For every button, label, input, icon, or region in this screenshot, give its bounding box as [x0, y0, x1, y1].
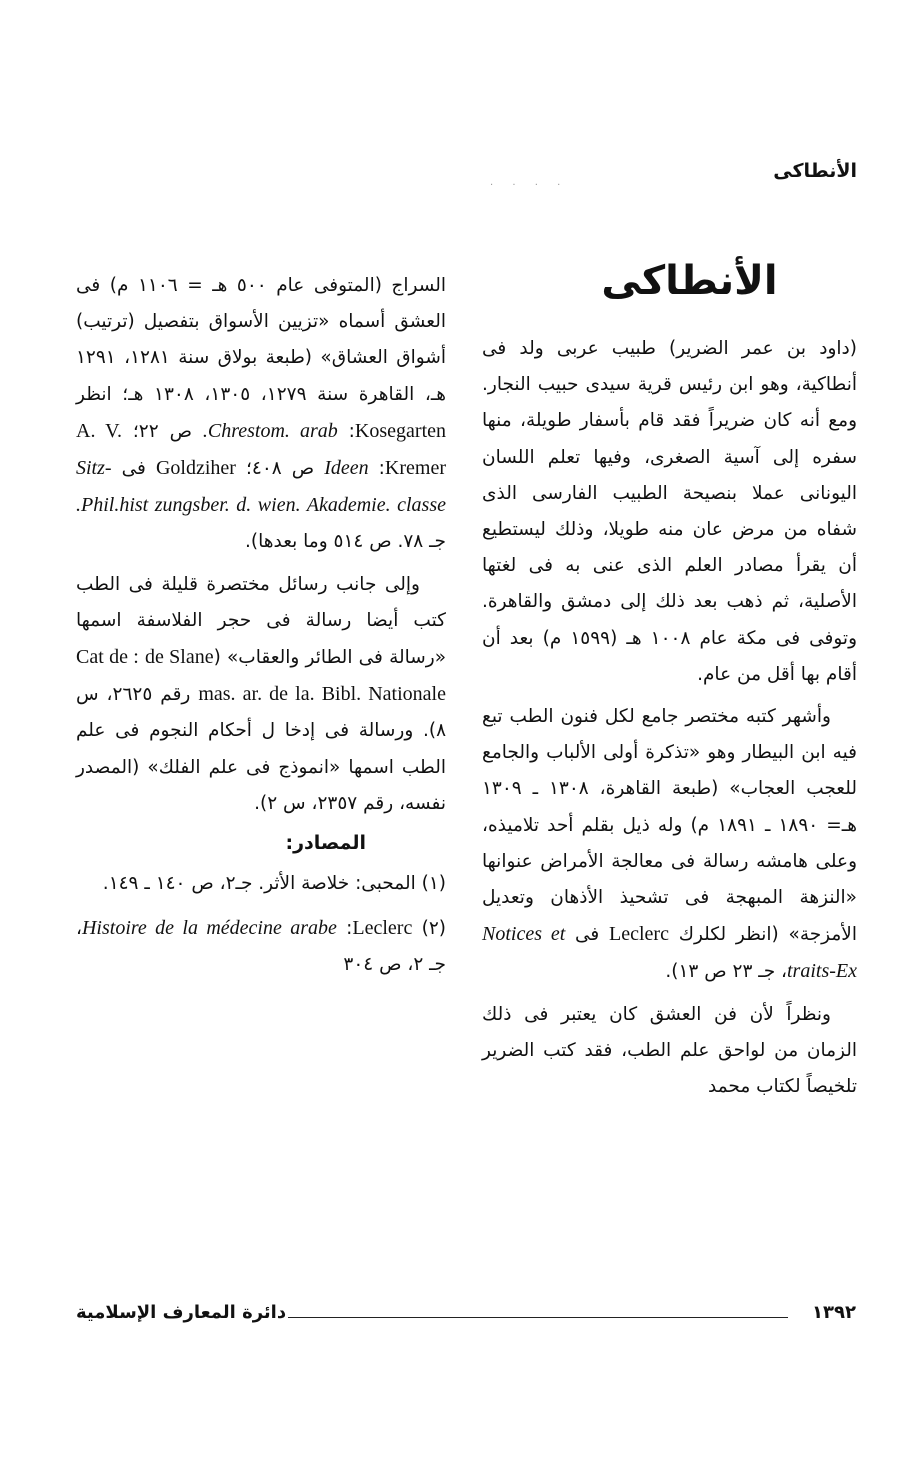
- footer-rule: [288, 1317, 788, 1318]
- treatises-text-b: رقم ٢٦٢٥، س ٨). ورسالة فى إدخا ل أحكام النجوم فى علم الطب اسمها «انموذج فى علم الفلك» (المصدر نفسه، رقم ٢٣٥٧، س ٢).: [76, 684, 446, 814]
- source-text-1: المحبى: خلاصة الأثر. جـ٢، ص ١٤٠ ـ ١٤٩.: [102, 873, 416, 895]
- page-number: ١٣٩٢: [812, 1302, 856, 1323]
- latin-sitzungsber: Sitz-Phil.hist zungsber. d. wien. Akademie. classe.: [76, 457, 446, 517]
- left-column: [76, 268, 446, 992]
- source-text-2: ، جـ ٢، ص ٣٠٤: [76, 918, 446, 976]
- right-column: [482, 255, 857, 1111]
- latin-slane: de Slane: [144, 646, 214, 669]
- latin-goldziher: Goldziher: [155, 457, 236, 480]
- ref-before: (انظر لكلرك: [678, 924, 779, 946]
- paragraph-sarraj: السراج (المتوفى عام ٥٠٠ هـ = ١١٠٦ م) فى العشق أسماه «تزيين الأسواق بتفصيل (ترتيب) أشواق العشاق» (طبعة بولاق سنة ١٢٨١، ١٢٩١ هـ، القاهرة سنة ١٢٧٩، ١٣٠٥، ١٣٠٨ هـ؛ انظر Kosegarten: Chrestom. arab. ص ٢٢؛ A. V. Kremer: Ideen ص ٤٠٨؛ Goldziher فى Sitz-Phil.hist zungsber. d. wien. Akademie. classe. جـ ٧٨. ص ٥١٤ وما بعدها).: [76, 275, 447, 553]
- source-latin-leclerc: Leclerc: [352, 917, 413, 940]
- sources-heading: المصادر:: [285, 832, 366, 855]
- sarraj-text-a: السراج (المتوفى عام ٥٠٠ هـ = ١١٠٦ م) فى العشق أسماه «تزيين الأسواق بتفصيل (ترتيب) أشواق العشاق» (طبعة بولاق سنة ١٢٨١، ١٢٩١ هـ، القاهرة سنة ١٢٧٩، ١٣٠٥، ١٣٠٨ هـ؛ انظر: [76, 275, 447, 405]
- source-item-2: (٢) Leclerc: Histoire de la médecine arabe، جـ ٢، ص ٣٠٤: [76, 917, 446, 976]
- latin-catalogue: : Cat de mas. ar. de la. Bibl. Nationale: [76, 646, 446, 706]
- ref-latin-leclerc: Leclerc: [609, 923, 669, 946]
- source-num-2: (٢): [421, 918, 446, 940]
- running-head: الأنطاكى: [773, 160, 857, 182]
- sarraj-text-c: ص ٤٠٨؛: [246, 458, 315, 480]
- sarraj-text-d: فى: [121, 458, 146, 480]
- page-footer: [76, 1302, 856, 1332]
- paragraph-love: ونظراً لأن فن العشق كان يعتبر فى ذلك الزمان من لواحق علم الطب، فقد كتب الضرير تلخيصاً لكتاب محمد: [482, 1003, 857, 1098]
- source-num-1: (١): [421, 873, 446, 895]
- paragraph-treatises: [76, 567, 446, 822]
- latin-kosegarten: Kosegarten: [354, 419, 446, 442]
- latin-chrestom: Chrestom. arab.: [202, 419, 338, 442]
- ref-after: ، جـ ٢٣ ص ١٣).: [665, 961, 787, 983]
- latin-ideen: Ideen: [324, 457, 369, 480]
- paragraph-intro: (داود بن عمر الضرير) طبيب عربى ولد فى أنطاكية، وهو ابن رئيس قرية سيدى حبيب النجار. ومع أنه كان ضريراً فقد قام بأسفار طويلة، منها سفره إلى آسية الصغرى، وفيها تعلم اللسان اليونانى عملا بنصيحة الطبيب الفارسى الذى شفاه من مرض عان منه طويلا، وذلك ليستطيع أن يقرأ مصادر العلم الذى عنى به فى لغتها الأصلية، ثم ذهب بعد ذلك إلى دمشق والقاهرة. وتوفى فى مكة عام ١٠٠٨ هـ (١٥٩٩ م) بعد أن أقام بها أقل من عام.: [482, 338, 857, 685]
- scan-specks: · · · ·: [490, 180, 569, 191]
- publication-name: دائرة المعارف الإسلامية: [76, 1302, 287, 1323]
- paragraph-works: [482, 699, 857, 991]
- ref-latin-traits: traits: [786, 960, 830, 983]
- treatises-text-a: وإلى جانب رسائل مختصرة قليلة فى الطب كتب أيضا رسالة فى حجر الفلاسفة اسمها «رسالة فى الطائر والعقاب» (: [76, 573, 447, 669]
- source-latin-histoire: Histoire de la médecine arabe: [81, 917, 337, 940]
- sarraj-text-e: جـ ٧٨. ص ٥١٤ وما بعدها).: [245, 531, 446, 553]
- ref-mid: فى: [575, 924, 600, 946]
- source-item-1: [76, 866, 446, 902]
- article-title: الأنطاكى: [601, 258, 778, 304]
- sarraj-text-b: ص ٢٢؛: [132, 420, 192, 442]
- ref-latin-notices: Notices et Ex-: [482, 923, 857, 983]
- paragraph-works-text: وأشهر كتبه مختصر جامع لكل فنون الطب تبع فيه ابن البيطار وهو «تذكرة أولى الألباب والجامع للعجب العجاب» (طبعة القاهرة، ١٣٠٨ ـ ١٣٠٩ هـ= ١٨٩٠ ـ ١٨٩١ م) وله ذيل بقلم أحد تلاميذه، وعلى هامشه رسالة فى معالجة الأمراض عنوانها «النزهة المبهجة فى تشحيذ الأذهان وتعديل الأمزجة»: [482, 706, 857, 946]
- latin-kremer: A. V. Kremer: [76, 419, 446, 480]
